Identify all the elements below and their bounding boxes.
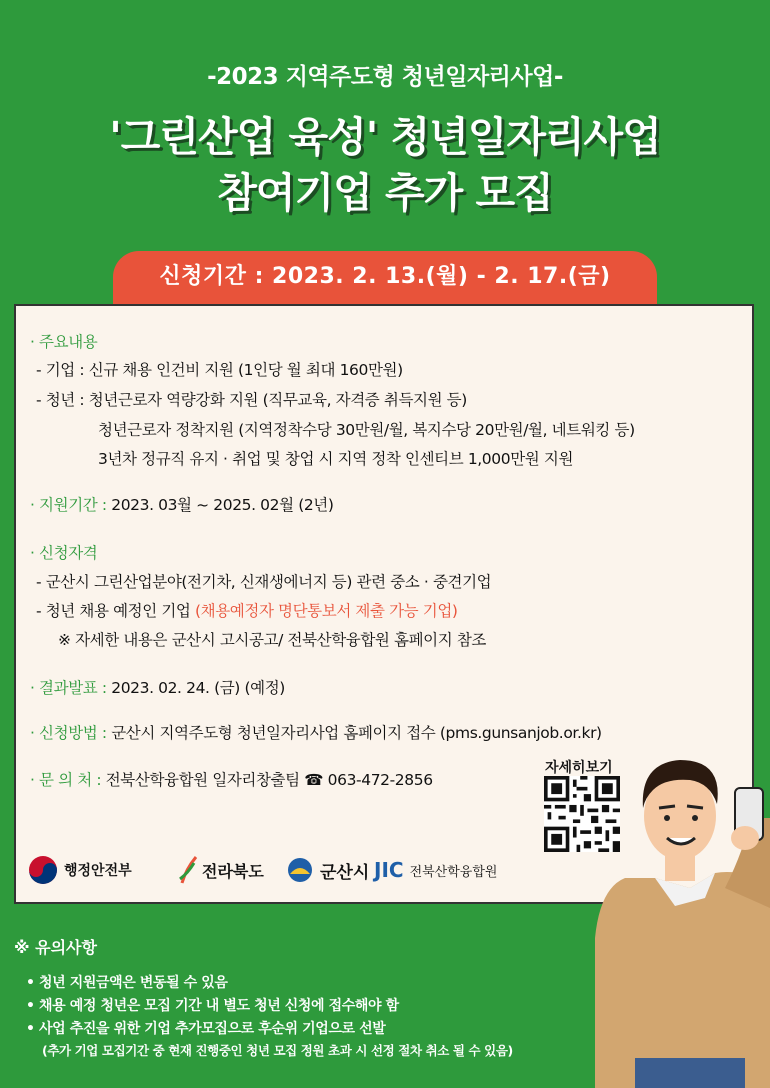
qualification-highlight: (채용예정자 명단통보서 제출 가능 기업) [195, 602, 458, 620]
youth-support-line-3: 3년차 정규직 유지 · 취업 및 창업 시 지역 정착 인센티브 1,000만원 지원 [98, 450, 574, 468]
jbiu-icon: JIC [374, 858, 404, 882]
notice-item-1: • 청년 지원금액은 변동될 수 있음 [26, 975, 228, 991]
company-support-line: - 기업 : 신규 채용 인건비 지원 (1인당 월 최대 160만원) [36, 361, 403, 379]
qualification-note: ※ 자세한 내용은 군산시 고시공고/ 전북산학융합원 홈페이지 참조 [58, 631, 486, 649]
gunsan-logo-text: 군산시 [320, 862, 370, 883]
jeonbuk-logo [178, 850, 264, 890]
mois-logo-text: 행정안전부 [64, 863, 132, 879]
notice-item-2: • 채용 예정 청년은 모집 기간 내 별도 청년 신청에 접수해야 함 [26, 998, 399, 1014]
jbiu-logo [374, 850, 497, 890]
jbiu-logo-text: 전북산학융합원 [409, 864, 498, 880]
method-value: 군산시 지역주도형 청년일자리사업 홈페이지 접수 (pms.gunsanjob.or.kr) [111, 724, 602, 742]
youth-support-line-1: - 청년 : 청년근로자 역량강화 지원 (직무교육, 자격증 취득지원 등) [36, 391, 467, 409]
contact-label: · 문 의 처 : [30, 771, 102, 789]
support-period-value: 2023. 03월 ~ 2025. 02월 (2년) [111, 496, 334, 514]
method-label: · 신청방법 : [30, 724, 107, 742]
main-content-label: · 주요내용 [30, 333, 98, 351]
taegeuk-icon [28, 855, 58, 885]
jeonbuk-logo-text: 전라북도 [202, 861, 264, 881]
logo-row [28, 850, 548, 890]
qualification-line-1: - 군산시 그린산업분야(전기차, 신재생에너지 등) 관련 중소 · 중견기업 [36, 573, 492, 591]
gunsan-icon [286, 856, 314, 884]
support-period-label: · 지원기간 : [30, 496, 107, 514]
contact-value: 전북산학융합원 일자리창출팀 ☎ 063-472-2856 [105, 771, 433, 789]
notice-footnote: (추가 기업 모집기간 중 현재 진행중인 청년 모집 정원 초과 시 선정 절차 취소 될 수 있음) [42, 1043, 513, 1058]
page-subtitle: -2023 지역주도형 청년일자리사업- [207, 64, 563, 90]
mois-logo [28, 850, 132, 890]
result-label: · 결과발표 : [30, 679, 107, 697]
qualification-label: · 신청자격 [30, 544, 98, 562]
youth-support-line-2: 청년근로자 정착지원 (지역정착수당 30만원/월, 복지수당 20만원/월, 네트워킹 등) [98, 421, 635, 439]
qualification-line-2: - 청년 채용 예정인 기업 [36, 602, 195, 620]
qr-label: 자세히보기 [545, 760, 613, 776]
result-value: 2023. 02. 24. (금) (예정) [111, 679, 285, 697]
page-title-line1: '그린산업 육성' 청년일자리사업 [109, 113, 661, 161]
person-illustration [595, 738, 770, 1088]
notice-title: ※ 유의사항 [14, 938, 97, 957]
page-title-line2: 참여기업 추가 모집 [217, 169, 553, 217]
jeonbuk-icon [178, 855, 198, 885]
gunsan-logo [286, 850, 369, 890]
notice-item-3: • 사업 추진을 위한 기업 추가모집으로 후순위 기업으로 선발 [26, 1021, 386, 1037]
application-period-banner: 신청기간 : 2023. 2. 13.(월) - 2. 17.(금) [113, 251, 657, 305]
